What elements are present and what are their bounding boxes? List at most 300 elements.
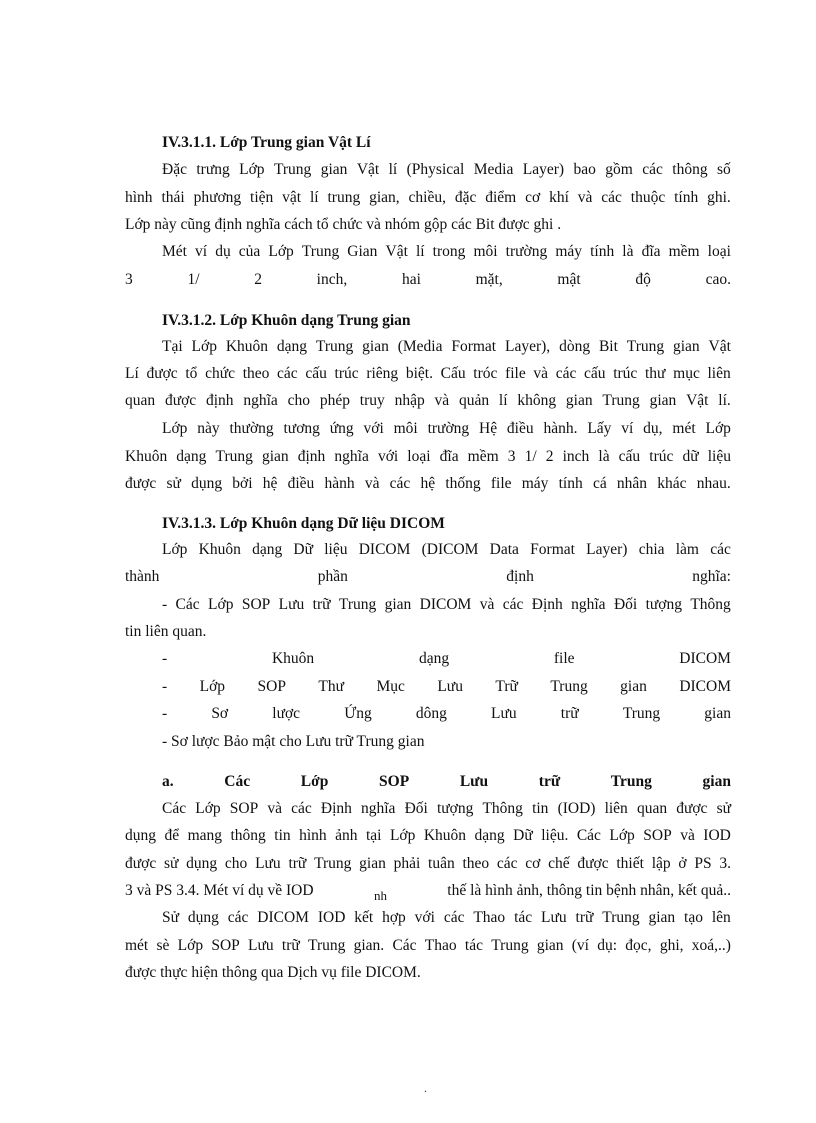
word: dụng <box>186 855 218 872</box>
word: Thông <box>482 800 523 817</box>
word: Thao <box>473 909 506 926</box>
word: 1/ <box>524 448 537 465</box>
word: DICOM <box>679 650 731 667</box>
word: hình <box>125 189 153 206</box>
word: và <box>533 365 549 382</box>
word: Vật <box>356 161 380 178</box>
word: gian <box>620 678 647 695</box>
word: Mét <box>162 243 187 260</box>
word: phép <box>319 392 350 409</box>
word: gian <box>565 392 593 409</box>
word: tiện <box>250 189 274 206</box>
word: file <box>505 365 526 382</box>
word: và <box>680 827 695 844</box>
word: Trung <box>622 705 661 722</box>
word: Đối <box>404 800 428 817</box>
justified-bullet <box>162 646 731 672</box>
word: nghĩa <box>571 596 606 613</box>
word: Vật <box>385 243 408 260</box>
word: gian. <box>353 937 385 954</box>
word: Trung <box>550 678 588 695</box>
paragraph-line <box>162 537 731 563</box>
word: 2 <box>254 271 262 288</box>
word: Trữ <box>495 678 518 695</box>
word: sè <box>156 937 170 954</box>
word: đĩa <box>439 448 459 465</box>
word: dụ: <box>597 937 618 954</box>
word: 3 <box>125 271 133 288</box>
word: gian <box>649 392 677 409</box>
word: ở <box>678 855 687 872</box>
word: Lớp <box>208 596 234 613</box>
word: thường <box>229 420 274 437</box>
word: các <box>710 541 731 558</box>
word: Lưu <box>278 596 305 613</box>
bullet-line: tin liên quan. <box>125 623 207 640</box>
word: Dữ <box>293 541 314 558</box>
word: các <box>555 365 577 382</box>
word: (IOD) <box>557 800 596 817</box>
word: trường <box>505 243 548 260</box>
word: gian, <box>369 189 400 206</box>
word: SOP <box>229 800 259 817</box>
word: (Media <box>397 338 443 355</box>
word: loại <box>707 243 731 260</box>
word: lí <box>498 392 508 409</box>
word: IOD <box>317 909 346 926</box>
word: cơ <box>525 189 541 206</box>
word: và <box>577 189 593 206</box>
word: thành <box>125 568 160 585</box>
word: SOP <box>257 678 286 695</box>
word: và <box>267 800 282 817</box>
word: dạng <box>252 541 283 558</box>
paragraph-line <box>125 878 731 904</box>
justified-line <box>125 564 731 590</box>
word: mềm <box>668 243 700 260</box>
word: được <box>146 365 178 382</box>
word: mét <box>125 937 149 954</box>
word: thông <box>230 827 266 844</box>
word: trữ <box>560 705 579 722</box>
word: Lớp <box>609 827 635 844</box>
word: Lấy <box>587 420 612 437</box>
paragraph-line <box>162 416 731 442</box>
word: Layer) <box>522 161 565 178</box>
word: - <box>162 678 168 695</box>
section-heading: IV.3.1.3. Lớp Khuôn dạng Dữ liệu DICOM <box>162 515 445 532</box>
word: hành. <box>543 420 578 437</box>
word: Lớp <box>389 827 416 844</box>
word: lí. <box>718 392 731 409</box>
word: Hệ <box>479 420 498 437</box>
word: lí <box>309 189 319 206</box>
word: trữ <box>312 596 331 613</box>
word: môi <box>393 420 418 437</box>
word: được <box>125 475 157 492</box>
word: ảnh <box>335 827 358 844</box>
word: Trung <box>602 909 640 926</box>
word: sử <box>163 855 179 872</box>
word: cấu <box>618 448 641 465</box>
word: dạng <box>276 338 308 355</box>
word: mang <box>187 827 223 844</box>
word: lập <box>651 855 671 872</box>
word: dạng <box>418 650 450 667</box>
section-heading: IV.3.1.1. Lớp Trung gian Vật Lí <box>162 134 371 151</box>
word: dông <box>415 705 447 722</box>
paragraph-line <box>125 851 731 877</box>
word: theo <box>462 855 490 872</box>
word: kết <box>354 909 374 926</box>
word: cao. <box>705 271 731 288</box>
word: ghi, <box>659 937 684 954</box>
word: Lớp <box>268 243 294 260</box>
word: dữ <box>682 448 699 465</box>
word: nghĩa <box>361 800 396 817</box>
word: quan <box>636 800 668 817</box>
word: file <box>490 475 512 492</box>
word: ghi. <box>707 189 731 206</box>
word: Media <box>473 161 514 178</box>
word: chức <box>205 365 236 382</box>
word: tin <box>274 827 291 844</box>
justified-bullet <box>162 674 731 700</box>
subscript-text: nh <box>373 888 387 903</box>
paragraph-line <box>162 905 731 931</box>
paragraph-line: Lớp này cũng định nghĩa cách tổ chức và nhóm gộp các Bit được ghi . <box>125 216 562 233</box>
word: Sơ <box>211 705 229 722</box>
word: mềm <box>467 448 499 465</box>
word: dòng <box>559 338 591 355</box>
word: dạng <box>474 827 505 844</box>
text-run: 3 và PS 3.4. Mét ví dụ về IOD <box>125 882 314 899</box>
word: Sử <box>162 909 180 926</box>
word: 3 <box>507 448 516 465</box>
word: 1/ <box>187 271 200 288</box>
word: dạng <box>176 448 207 465</box>
word: định <box>206 392 234 409</box>
word: liệu. <box>541 827 569 844</box>
word: cho <box>224 855 248 872</box>
word: lên <box>711 909 731 926</box>
word: cá <box>592 475 607 492</box>
word: vật <box>282 189 302 206</box>
word: chiều, <box>408 189 446 206</box>
word: Lưu <box>437 678 463 695</box>
bullet-line: - Sơ lược Bảo mật cho Lưu trữ Trung gian <box>162 733 425 750</box>
word: Lớp <box>162 420 188 437</box>
word: a. <box>162 773 174 790</box>
word: liệu <box>324 541 348 558</box>
paragraph-line <box>162 334 731 360</box>
word: 2 <box>545 448 554 465</box>
word: Lưu <box>491 705 517 722</box>
word: trường <box>427 420 470 437</box>
word: bao <box>573 161 596 178</box>
word: hai <box>401 271 421 288</box>
word: IOD <box>703 827 731 844</box>
word: tượng <box>436 800 474 817</box>
word: hình <box>299 827 327 844</box>
word: các <box>291 800 312 817</box>
word: Các <box>576 827 601 844</box>
word: tạo <box>684 909 703 926</box>
word: Thao <box>424 937 457 954</box>
word: xoá,..) <box>691 937 731 954</box>
word: SOP <box>643 827 672 844</box>
word: (Physical <box>406 161 465 178</box>
word: trúc <box>334 365 359 382</box>
word: liên <box>604 800 628 817</box>
word: trúc <box>649 448 674 465</box>
word: SOP <box>241 596 271 613</box>
word: Trung <box>315 338 354 355</box>
word: các <box>496 855 518 872</box>
word: Khuôn <box>225 338 269 355</box>
word: trữ <box>288 855 307 872</box>
word: tổ <box>185 365 198 382</box>
word: Khuôn <box>271 650 315 667</box>
word: máy <box>555 243 583 260</box>
word: Lớp <box>239 161 265 178</box>
word: Trung <box>602 392 640 409</box>
word: trung <box>327 189 361 206</box>
word: gian <box>261 448 289 465</box>
word: cơ <box>525 855 541 872</box>
word: Trung <box>301 243 340 260</box>
paragraph-line <box>125 388 731 414</box>
word: Khuôn <box>423 827 467 844</box>
word: trong <box>432 243 466 260</box>
word: thông <box>672 161 708 178</box>
word: quản <box>458 392 490 409</box>
word: là <box>598 448 610 465</box>
word: máy <box>521 475 549 492</box>
word: ví <box>621 420 634 437</box>
word: và <box>434 392 450 409</box>
paragraph-line <box>125 933 731 959</box>
word: thiết <box>616 855 644 872</box>
word: môi <box>473 243 498 260</box>
word: (ví <box>571 937 589 954</box>
word: dụ <box>215 243 231 260</box>
word: dụ, <box>643 420 663 437</box>
word: cho <box>287 392 311 409</box>
word: tượng <box>645 596 682 613</box>
word: riêng <box>366 365 399 382</box>
word: được <box>676 800 708 817</box>
paragraph-line <box>125 185 731 211</box>
word: Lớp <box>195 800 221 817</box>
word: gian <box>359 855 386 872</box>
word: hợp <box>382 909 406 926</box>
word: mặt, <box>475 271 503 288</box>
word: nhau. <box>696 475 731 492</box>
word: Gian <box>347 243 378 260</box>
word: gian <box>702 773 731 790</box>
word: nghĩa <box>243 392 278 409</box>
word: gian <box>384 596 412 613</box>
word: tính <box>674 189 699 206</box>
word: thống <box>445 475 481 492</box>
word: ứng <box>329 420 354 437</box>
word: mục <box>673 365 700 382</box>
word: Vật <box>708 338 731 355</box>
word: lí <box>388 161 398 178</box>
word: Lớp <box>162 541 188 558</box>
word: - <box>162 650 168 667</box>
word: Format <box>451 338 497 355</box>
word: biệt. <box>405 365 433 382</box>
word: SOP <box>211 937 240 954</box>
word: nhân <box>616 475 648 492</box>
word: các <box>389 475 411 492</box>
word: trữ <box>538 773 561 790</box>
word: ví <box>195 243 208 260</box>
word: với <box>414 909 435 926</box>
word: gồm <box>605 161 633 178</box>
word: Lớp <box>199 678 226 695</box>
word: Định <box>320 800 352 817</box>
word: thư <box>645 365 666 382</box>
word: điều <box>287 475 315 492</box>
word: dụng <box>191 475 223 492</box>
word: được <box>125 855 157 872</box>
word: Định <box>531 596 563 613</box>
word: - <box>162 705 168 722</box>
word: cấu <box>305 365 327 382</box>
word: của <box>238 243 261 260</box>
word: các <box>642 161 663 178</box>
word: Các <box>175 596 200 613</box>
word: với <box>377 448 399 465</box>
word: (DICOM <box>421 541 479 558</box>
word: với <box>363 420 384 437</box>
word: tại <box>366 827 382 844</box>
word: gian <box>320 161 348 178</box>
word: độ <box>635 271 651 288</box>
word: DICOM <box>257 909 309 926</box>
word: phần <box>317 568 348 585</box>
word: định <box>506 568 534 585</box>
word: lí <box>415 243 425 260</box>
word: đặc <box>454 189 477 206</box>
word: phương <box>193 189 242 206</box>
word: tuân <box>428 855 455 872</box>
word: Khuôn <box>125 448 168 465</box>
word: để <box>164 827 180 844</box>
word: Lớp <box>177 937 204 954</box>
word: gian <box>536 937 564 954</box>
word: PS <box>694 855 712 872</box>
word: bởi <box>232 475 253 492</box>
word: Mục <box>376 678 405 695</box>
word: tính <box>590 243 615 260</box>
word: cấu <box>584 365 606 382</box>
word: tróc <box>473 365 498 382</box>
word: Ứng <box>344 705 372 722</box>
word: Các <box>162 800 187 817</box>
word: Lưu <box>541 909 567 926</box>
word: Bit <box>598 338 618 355</box>
word: Format <box>530 541 575 558</box>
word: định <box>297 448 326 465</box>
word: tính <box>558 475 583 492</box>
word: - <box>162 596 168 613</box>
paragraph-line <box>125 444 731 470</box>
word: Các <box>224 773 251 790</box>
justified-bullet <box>162 701 731 727</box>
word: thái <box>161 189 185 206</box>
word: inch <box>562 448 590 465</box>
word: liệu <box>707 448 731 465</box>
word: hệ <box>262 475 278 492</box>
justified-line <box>125 267 731 293</box>
word: trưng <box>196 161 230 178</box>
word: chia <box>638 541 665 558</box>
word: sử <box>166 475 181 492</box>
word: dụng <box>187 909 219 926</box>
word: đọc, <box>625 937 652 954</box>
word: trúc <box>613 365 638 382</box>
word: sử <box>716 800 731 817</box>
word: Đặc <box>162 161 187 178</box>
word: trữ <box>281 937 300 954</box>
word: Lớp <box>300 773 329 790</box>
word: Trung <box>308 937 346 954</box>
page-footer-mark: . <box>424 1081 427 1095</box>
word: Trung <box>626 338 665 355</box>
word: Lí <box>125 365 139 382</box>
word: hệ <box>420 475 436 492</box>
word: Lớp <box>191 338 217 355</box>
word: gian <box>648 909 676 926</box>
word: làm <box>675 541 699 558</box>
word: Đối <box>613 596 638 613</box>
word: Layer), <box>505 338 551 355</box>
word: thuộc <box>630 189 666 206</box>
word: và <box>364 475 380 492</box>
word: file <box>553 650 575 667</box>
word: tác <box>464 937 483 954</box>
paragraph-line <box>125 471 731 497</box>
word: các <box>227 909 249 926</box>
word: hành <box>324 475 355 492</box>
paragraph-line: được thực hiện thông qua Dịch vụ file DICOM. <box>125 964 421 981</box>
word: gian <box>672 338 700 355</box>
subsection-heading <box>162 769 731 795</box>
word: nghĩa: <box>692 568 731 585</box>
word: Trung <box>273 161 312 178</box>
word: theo <box>242 365 270 382</box>
word: dụng <box>125 827 156 844</box>
text-run: thế là hình ảnh, thông tin bệnh nhân, kết quả.. <box>447 882 731 899</box>
word: Cấu <box>440 365 466 382</box>
paragraph-line <box>162 157 731 183</box>
word: khác <box>657 475 687 492</box>
word: Vật <box>686 392 709 409</box>
word: điểm <box>485 189 517 206</box>
bullet-line <box>162 592 731 618</box>
word: Các <box>392 937 417 954</box>
word: Trung <box>338 596 377 613</box>
word: Trung <box>215 448 253 465</box>
word: đĩa <box>641 243 661 260</box>
word: Tại <box>162 338 183 355</box>
word: Data <box>489 541 519 558</box>
word: chế <box>548 855 570 872</box>
